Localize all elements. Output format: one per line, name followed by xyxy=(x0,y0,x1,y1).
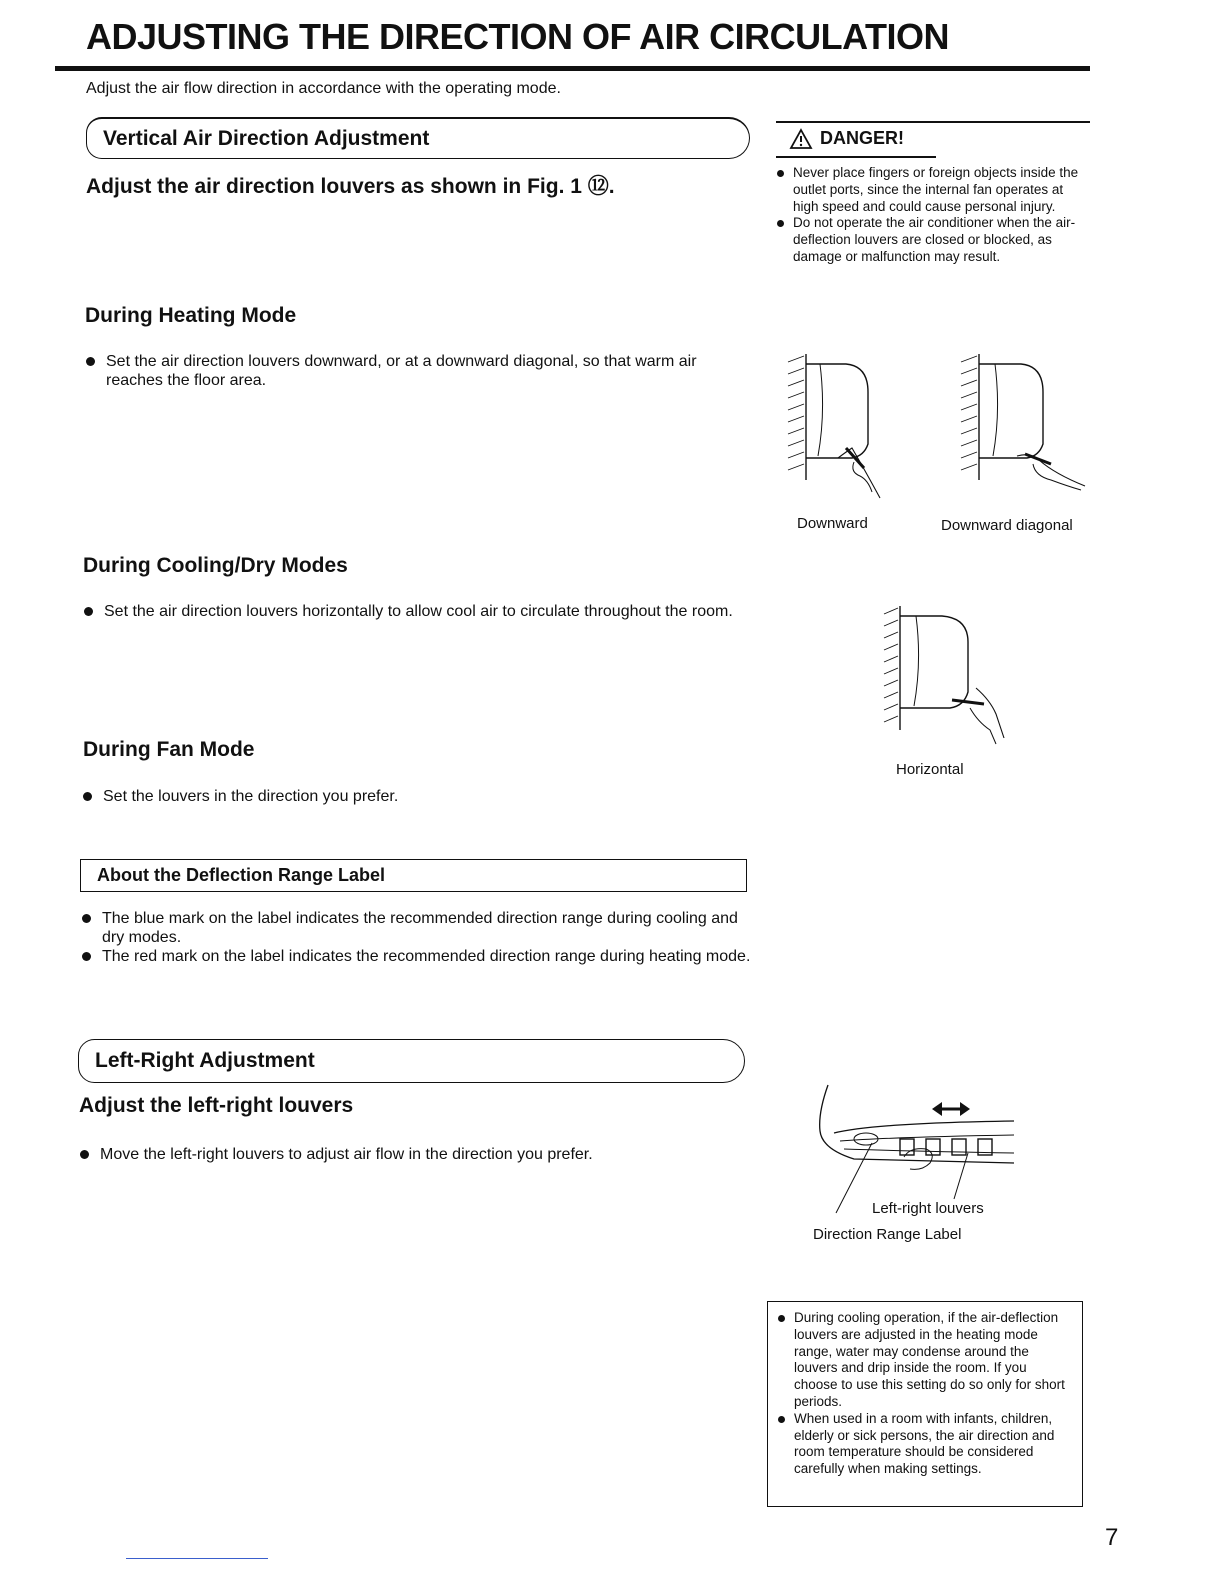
list-item: Set the air direction louvers horizontally to allow cool air to circulate throughout the room. xyxy=(84,602,752,621)
left-right-louvers-caption: Left-right louvers xyxy=(872,1200,984,1217)
left-right-arrow-icon xyxy=(932,1102,970,1116)
cooling-heading: During Cooling/Dry Modes xyxy=(83,554,348,577)
danger-top-rule xyxy=(776,121,1090,123)
warning-icon xyxy=(790,129,812,149)
heating-bullets xyxy=(86,352,754,390)
page-number: 7 xyxy=(1105,1524,1119,1551)
list-item: When used in a room with infants, children, elderly or sick persons, the air direction and room temperature should be considered carefully when making settings. xyxy=(778,1411,1072,1478)
left-right-heading: Left-Right Adjustment xyxy=(78,1039,745,1083)
list-item: Never place fingers or foreign objects inside the outlet ports, since the internal fan operates at high speed and could cause personal injury. xyxy=(777,165,1090,215)
vertical-adjustment-heading: Vertical Air Direction Adjustment xyxy=(86,117,750,159)
downward-diagonal-caption: Downward diagonal xyxy=(941,517,1073,534)
title-rule xyxy=(55,66,1090,71)
fan-heading: During Fan Mode xyxy=(83,738,255,761)
bottom-rule xyxy=(126,1558,268,1559)
deflection-heading: About the Deflection Range Label xyxy=(80,859,747,892)
vertical-subheading: Adjust the air direction louvers as shown in Fig. 1 ⑫. xyxy=(86,175,615,198)
list-item: Move the left-right louvers to adjust air flow in the direction you prefer. xyxy=(80,1145,748,1164)
page-title: ADJUSTING THE DIRECTION OF AIR CIRCULATION xyxy=(86,16,949,57)
note-bullets xyxy=(778,1310,1072,1478)
downward-diagonal-figure xyxy=(955,352,1090,502)
intro-text: Adjust the air flow direction in accordance with the operating mode. xyxy=(86,80,561,97)
danger-header-rule xyxy=(776,156,936,158)
fan-bullets xyxy=(83,787,751,806)
left-right-subheading: Adjust the left-right louvers xyxy=(79,1094,354,1117)
list-item: Set the louvers in the direction you prefer. xyxy=(83,787,751,806)
list-item: Set the air direction louvers downward, or at a downward diagonal, so that warm air reaches the floor area. xyxy=(86,352,754,390)
downward-caption: Downward xyxy=(797,515,868,532)
list-item: During cooling operation, if the air-deflection louvers are adjusted in the heating mode range, water may condense around the louvers and drip inside the room. If you choose to use this setting do so only for short periods. xyxy=(778,1310,1072,1411)
danger-heading: DANGER! xyxy=(820,128,904,148)
horizontal-caption: Horizontal xyxy=(896,761,964,778)
list-item: Do not operate the air conditioner when the air-deflection louvers are closed or blocked, as damage or malfunction may result. xyxy=(777,215,1090,265)
cooling-bullets xyxy=(84,602,752,621)
caution-note-box xyxy=(767,1301,1083,1507)
deflection-bullets xyxy=(82,909,752,966)
downward-figure xyxy=(780,352,900,502)
list-item: The blue mark on the label indicates the recommended direction range during cooling and dry modes. xyxy=(82,909,752,947)
danger-header xyxy=(790,128,904,149)
danger-bullets xyxy=(777,165,1090,266)
heating-heading: During Heating Mode xyxy=(85,304,297,327)
horizontal-figure xyxy=(880,604,1015,749)
list-item: The red mark on the label indicates the recommended direction range during heating mode. xyxy=(82,947,752,966)
left-right-bullets xyxy=(80,1145,748,1164)
direction-range-label-caption: Direction Range Label xyxy=(813,1226,962,1243)
